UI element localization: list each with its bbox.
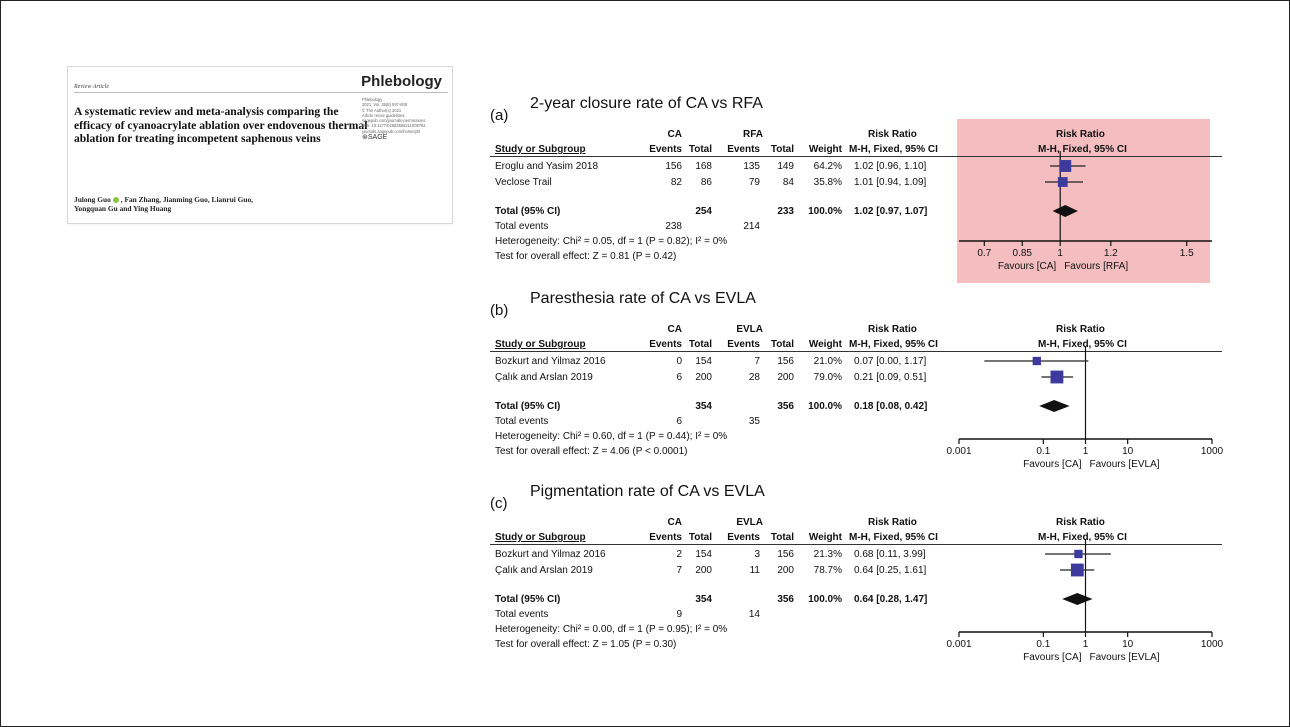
study-name: Eroglu and Yasim 2018 — [495, 161, 599, 172]
favours-left-label: Favours [CA] — [997, 261, 1057, 272]
study-ci: 0.21 [0.09, 0.51] — [854, 372, 927, 383]
study-name: Veclose Trail — [495, 177, 552, 188]
plot-rr-header: Risk Ratio — [1056, 129, 1105, 140]
forest-plot-svg — [490, 290, 1230, 480]
panel-label: (c) — [490, 495, 508, 512]
orcid-icon — [113, 197, 119, 203]
forest-plot-svg — [490, 95, 1230, 285]
favours-left-label: Favours [CA] — [1023, 652, 1082, 663]
weight-header: Weight — [808, 144, 842, 155]
tick-label: 1 — [1082, 639, 1089, 650]
ctrl-group-header: RFA — [743, 129, 763, 140]
tick-label: 1.2 — [1103, 248, 1118, 259]
exp-total: 154 — [695, 356, 712, 367]
heterogeneity: Heterogeneity: Chi² = 0.05, df = 1 (P = 0.82); I² = 0% — [495, 236, 728, 247]
tick-label: 0.1 — [1036, 639, 1051, 650]
ctrl-events: 3 — [754, 549, 760, 560]
ctrl-events: 79 — [748, 177, 760, 188]
ctrl-total: 200 — [777, 565, 794, 576]
meta-line: © The Author(s) 2021 — [362, 107, 402, 113]
meta-line: DOI: 10.1177/02683555211008762 — [362, 123, 426, 129]
study-marker — [1059, 160, 1071, 172]
exp-total: 154 — [695, 549, 712, 560]
exp-events: 7 — [676, 565, 682, 576]
panel-title: Pigmentation rate of CA vs EVLA — [530, 483, 765, 500]
exp-group-header: CA — [667, 324, 682, 335]
ctrl-events: 7 — [754, 356, 760, 367]
ctrl-total-all: 356 — [777, 401, 794, 412]
weight-header: Weight — [808, 339, 842, 350]
study-name: Çalık and Arslan 2019 — [495, 565, 593, 576]
ctrl-group-header: EVLA — [736, 324, 763, 335]
plot-method-header: M-H, Fixed, 95% CI — [1038, 532, 1127, 543]
tick-label: 0.7 — [977, 248, 992, 259]
exp-events: 82 — [670, 177, 682, 188]
study-marker — [1071, 564, 1084, 577]
publisher-logo: ⊛SAGE — [362, 134, 388, 142]
study-ci: 1.02 [0.96, 1.10] — [854, 161, 927, 172]
total-weight: 100.0% — [808, 401, 842, 412]
study-name: Bozkurt and Yilmaz 2016 — [495, 549, 606, 560]
study-weight: 35.8% — [813, 177, 842, 188]
study-ci: 1.01 [0.94, 1.09] — [854, 177, 927, 188]
favours-right-label: Favours [RFA] — [1064, 261, 1129, 272]
ctrl-total: 149 — [777, 161, 794, 172]
pooled-diamond — [1053, 205, 1078, 217]
favours-left-label: Favours [CA] — [1023, 459, 1082, 470]
exp-events-header: Events — [649, 144, 682, 155]
ctrl-total-header: Total — [770, 532, 794, 543]
study-header: Study or Subgroup — [495, 144, 586, 155]
exp-total-header: Total — [688, 532, 712, 543]
total-ci: 0.64 [0.28, 1.47] — [854, 594, 928, 605]
study-marker — [1051, 371, 1064, 384]
tick-label: 10 — [1122, 446, 1134, 457]
journal-name: Phlebology — [361, 73, 442, 90]
exp-events: 2 — [676, 549, 682, 560]
study-marker — [1074, 550, 1082, 558]
exp-events: 156 — [665, 161, 682, 172]
sage-icon: ⊛ — [362, 134, 368, 142]
ctrl-events-all: 214 — [743, 221, 760, 232]
heterogeneity: Heterogeneity: Chi² = 0.00, df = 1 (P = 0.95); I² = 0% — [495, 624, 728, 635]
total-weight: 100.0% — [808, 206, 842, 217]
total-label: Total (95% CI) — [495, 206, 561, 217]
forest-plot-b — [490, 290, 1230, 470]
total-weight: 100.0% — [808, 594, 842, 605]
exp-events-header: Events — [649, 339, 682, 350]
events-label: Total events — [495, 416, 549, 427]
panel-label: (a) — [490, 107, 509, 124]
ctrl-events-header: Events — [727, 144, 760, 155]
exp-events-all: 6 — [676, 416, 682, 427]
pooled-diamond — [1039, 400, 1069, 412]
total-label: Total (95% CI) — [495, 594, 561, 605]
ctrl-events-all: 14 — [748, 609, 760, 620]
study-header: Study or Subgroup — [495, 532, 586, 543]
article-type: Review Article — [74, 84, 110, 90]
meta-line: Phlebology — [362, 97, 383, 102]
panel-label: (b) — [490, 302, 509, 319]
plot-rr-header: Risk Ratio — [1056, 324, 1105, 335]
exp-total-all: 354 — [695, 594, 712, 605]
tick-label: 1 — [1057, 248, 1063, 259]
tick-label: 1000 — [1200, 446, 1224, 457]
heterogeneity: Heterogeneity: Chi² = 0.60, df = 1 (P = 0.44); I² = 0% — [495, 431, 728, 442]
total-label: Total (95% CI) — [495, 401, 561, 412]
exp-total: 200 — [695, 565, 712, 576]
tick-label: 0.1 — [1036, 446, 1051, 457]
events-label: Total events — [495, 609, 549, 620]
exp-events-all: 9 — [676, 609, 682, 620]
ctrl-events-header: Events — [727, 339, 760, 350]
tick-label: 10 — [1122, 639, 1134, 650]
study-weight: 64.2% — [813, 161, 842, 172]
exp-events: 6 — [676, 372, 682, 383]
pooled-diamond — [1062, 593, 1092, 605]
meta-line: sagepub.com/journals-permissions — [362, 118, 426, 124]
paper-header — [67, 66, 453, 224]
ctrl-total-all: 233 — [777, 206, 794, 217]
plot-rr-header: Risk Ratio — [1056, 517, 1105, 528]
study-weight: 79.0% — [813, 372, 842, 383]
exp-total-all: 354 — [695, 401, 712, 412]
study-ci: 0.64 [0.25, 1.61] — [854, 565, 927, 576]
weight-header: Weight — [808, 532, 842, 543]
overall-effect: Test for overall effect: Z = 0.81 (P = 0.42) — [495, 251, 677, 262]
exp-total: 86 — [700, 177, 712, 188]
method-header: M-H, Fixed, 95% CI — [849, 144, 938, 155]
plot-method-header: M-H, Fixed, 95% CI — [1038, 144, 1127, 155]
meta-line: 2021, Vol. 36(8) 597-608 — [362, 102, 408, 108]
exp-total-header: Total — [688, 144, 712, 155]
study-marker — [1058, 177, 1068, 187]
paper-title: A systematic review and meta-analysis comparing the efficacy of cyanoacrylate ablation over endovenous thermal ablation for treating incompetent saphenous veins — [74, 105, 368, 146]
meta-line: Article reuse guidelines: — [362, 112, 406, 118]
exp-events: 0 — [676, 356, 682, 367]
ctrl-events: 11 — [749, 565, 760, 576]
exp-group-header: CA — [667, 129, 682, 140]
total-ci: 1.02 [0.97, 1.07] — [854, 206, 928, 217]
exp-total-all: 254 — [695, 206, 712, 217]
header-rule — [74, 92, 448, 93]
method-header: M-H, Fixed, 95% CI — [849, 532, 938, 543]
study-name: Çalık and Arslan 2019 — [495, 372, 593, 383]
panel-title: 2-year closure rate of CA vs RFA — [530, 95, 763, 112]
ctrl-events: 28 — [748, 372, 760, 383]
ctrl-total: 200 — [777, 372, 794, 383]
exp-group-header: CA — [667, 517, 682, 528]
ctrl-total-header: Total — [770, 144, 794, 155]
tick-label: 1 — [1082, 446, 1089, 457]
meta-line: journals.sagepub.com/home/phl — [362, 128, 421, 134]
rr-header: Risk Ratio — [868, 324, 917, 335]
study-weight: 21.3% — [813, 549, 842, 560]
ctrl-events-all: 35 — [748, 416, 760, 427]
favours-right-label: Favours [EVLA] — [1089, 652, 1160, 663]
study-name: Bozkurt and Yilmaz 2016 — [495, 356, 606, 367]
favours-right-label: Favours [EVLA] — [1089, 459, 1160, 470]
exp-events-header: Events — [649, 532, 682, 543]
study-ci: 0.68 [0.11, 3.99] — [854, 549, 926, 560]
ctrl-total: 84 — [782, 177, 794, 188]
total-ci: 0.18 [0.08, 0.42] — [854, 401, 928, 412]
study-weight: 78.7% — [813, 565, 842, 576]
study-header: Study or Subgroup — [495, 339, 586, 350]
tick-label: 1.5 — [1179, 248, 1194, 259]
ctrl-total-header: Total — [770, 339, 794, 350]
study-ci: 0.07 [0.00, 1.17] — [854, 356, 927, 367]
ctrl-events-header: Events — [727, 532, 760, 543]
rr-header: Risk Ratio — [868, 517, 917, 528]
overall-effect: Test for overall effect: Z = 4.06 (P < 0.0001) — [495, 446, 688, 457]
events-label: Total events — [495, 221, 549, 232]
ctrl-total: 156 — [777, 549, 794, 560]
overall-effect: Test for overall effect: Z = 1.05 (P = 0.30) — [495, 639, 677, 650]
method-header: M-H, Fixed, 95% CI — [849, 339, 938, 350]
study-marker — [1033, 357, 1041, 365]
study-weight: 21.0% — [813, 356, 842, 367]
plot-method-header: M-H, Fixed, 95% CI — [1038, 339, 1127, 350]
tick-label: 0.85 — [1012, 248, 1032, 259]
exp-events-all: 238 — [665, 221, 682, 232]
paper-authors: Julong Guo , Fan Zhang, Jianming Guo, Lianrui Guo, Yongquan Gu and Ying Huang — [74, 195, 254, 213]
ctrl-total: 156 — [777, 356, 794, 367]
forest-plot-a — [490, 95, 1230, 275]
ctrl-total-all: 356 — [777, 594, 794, 605]
paper-meta — [362, 97, 452, 142]
exp-total: 200 — [695, 372, 712, 383]
tick-label: 0.001 — [946, 639, 972, 650]
ctrl-group-header: EVLA — [736, 517, 763, 528]
exp-total-header: Total — [688, 339, 712, 350]
forest-plot-c — [490, 483, 1230, 663]
tick-label: 1000 — [1200, 639, 1224, 650]
rr-header: Risk Ratio — [868, 129, 917, 140]
forest-plot-svg — [490, 483, 1230, 673]
ctrl-events: 135 — [743, 161, 760, 172]
panel-title: Paresthesia rate of CA vs EVLA — [530, 290, 756, 307]
tick-label: 0.001 — [946, 446, 972, 457]
exp-total: 168 — [695, 161, 712, 172]
